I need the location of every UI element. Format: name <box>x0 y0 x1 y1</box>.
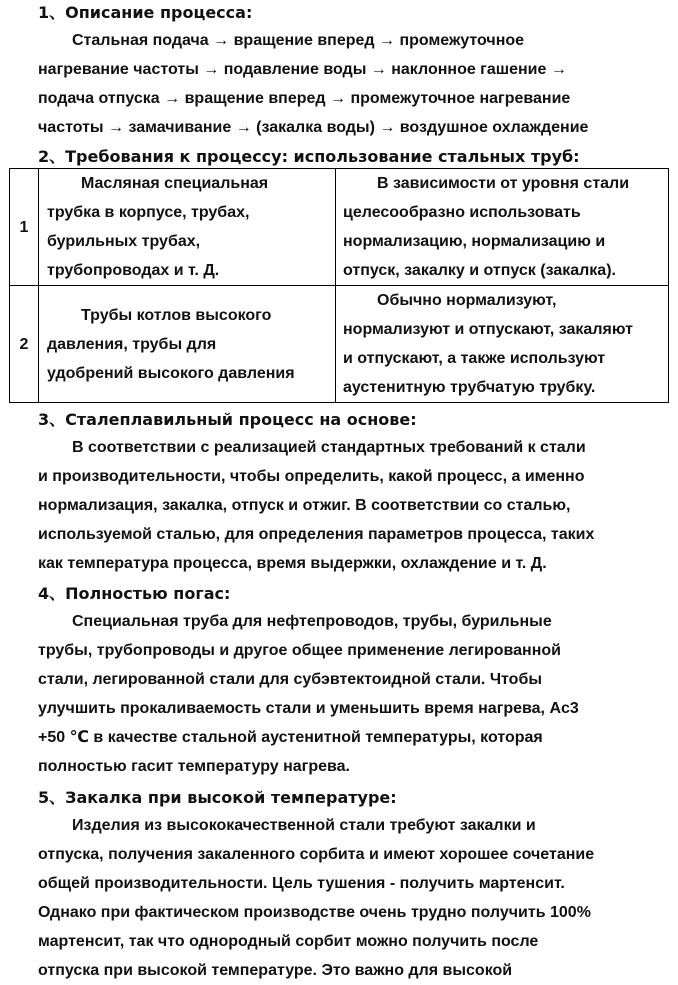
paragraph-line: частоты → замачивание → (закалка воды) → воздушное охлаждение <box>38 119 589 136</box>
paragraph-line: нормализация, закалка, отпуск и отжиг. В соответствии со сталью, <box>38 497 571 514</box>
paragraph-line: полностью гасит температуру нагрева. <box>38 758 350 775</box>
paragraph-line: как температура процесса, время выдержки, охлаждение и т. Д. <box>38 555 547 572</box>
paragraph-line: Стальная подача → вращение вперед → промежуточное <box>72 32 525 49</box>
section-1-heading: 1、Описание процесса: <box>38 3 253 22</box>
cell-line: Обычно нормализуют, <box>377 292 557 309</box>
cell-line: нормализацию, нормализацию и <box>343 233 606 250</box>
paragraph-line: улучшить прокаливаемость стали и уменьшить время нагрева, Ac3 <box>38 700 579 717</box>
cell-line: Трубы котлов высокого <box>81 306 272 324</box>
paragraph-line: отпуска, получения закаленного сорбита и имеют хорошее сочетание <box>38 846 595 863</box>
section-3-paragraph <box>38 433 660 578</box>
cell-line: В зависимости от уровня стали <box>377 175 630 192</box>
paragraph-line: подача отпуска → вращение вперед → промежуточное нагревание <box>38 90 571 107</box>
cell-line: отпуск, закалку и отпуск (закалка). <box>343 262 616 279</box>
paragraph-line: трубы, трубопроводы и другое общее применение легированной <box>38 642 561 659</box>
cell-line: целесообразно использовать <box>343 204 581 221</box>
section-5-paragraph <box>38 811 660 985</box>
paragraph-line: и производительности, чтобы определить, какой процесс, а именно <box>38 468 585 485</box>
paragraph-line: нагревание частоты → подавление воды → наклонное гашение → <box>38 61 567 78</box>
paragraph-line: стали, легированной стали для субэвтектоидной стали. Чтобы <box>38 671 542 688</box>
paragraph-line: используемой сталью, для определения параметров процесса, таких <box>38 526 595 543</box>
section-1-paragraph <box>38 26 660 142</box>
pipe-type-cell <box>39 286 336 403</box>
cell-line: Масляная специальная <box>81 175 269 192</box>
cell-line: аустенитную трубчатую трубку. <box>343 379 596 396</box>
paragraph-line: В соответствии с реализацией стандартных требований к стали <box>72 439 586 456</box>
table-row <box>10 286 669 403</box>
paragraph-line: +50 ℃ в качестве стальной аустенитной температуры, которая <box>38 729 543 746</box>
cell-line: удобрений высокого давления <box>47 364 295 382</box>
section-3-heading: 3、Сталеплавильный процесс на основе: <box>38 410 417 429</box>
row-number: 1 <box>10 169 39 286</box>
section-2-heading: 2、Требования к процессу: использование стальных труб: <box>38 147 580 166</box>
cell-line: бурильных трубах, <box>47 233 201 250</box>
cell-line: трубопроводах и т. Д. <box>47 262 220 279</box>
cell-line: трубка в корпусе, трубах, <box>47 204 250 221</box>
section-4-paragraph <box>38 607 660 781</box>
cell-line: и отпускают, а также используют <box>343 350 606 367</box>
table-row <box>10 169 669 286</box>
cell-line: давления, трубы для <box>47 335 217 353</box>
paragraph-line: Изделия из высококачественной стали требуют закалки и <box>72 817 536 834</box>
paragraph-line: отпуска при высокой температуре. Это важно для высокой <box>38 962 513 979</box>
treatment-cell <box>336 169 669 286</box>
cell-line: нормализуют и отпускают, закаляют <box>343 321 633 338</box>
paragraph-line: Специальная труба для нефтепроводов, трубы, бурильные <box>72 613 552 630</box>
section-4-heading: 4、Полностью погас: <box>38 584 231 603</box>
paragraph-line: общей производительности. Цель тушения - получить мартенсит. <box>38 875 565 892</box>
treatment-cell <box>336 286 669 403</box>
row-number: 2 <box>10 286 39 403</box>
section-5-heading: 5、Закалка при высокой температуре: <box>38 788 397 807</box>
pipe-type-cell <box>39 169 336 286</box>
paragraph-line: Однако при фактическом производстве очень трудно получить 100% <box>38 904 591 921</box>
requirements-table <box>9 168 669 403</box>
paragraph-line: мартенсит, так что однородный сорбит можно получить после <box>38 933 539 950</box>
